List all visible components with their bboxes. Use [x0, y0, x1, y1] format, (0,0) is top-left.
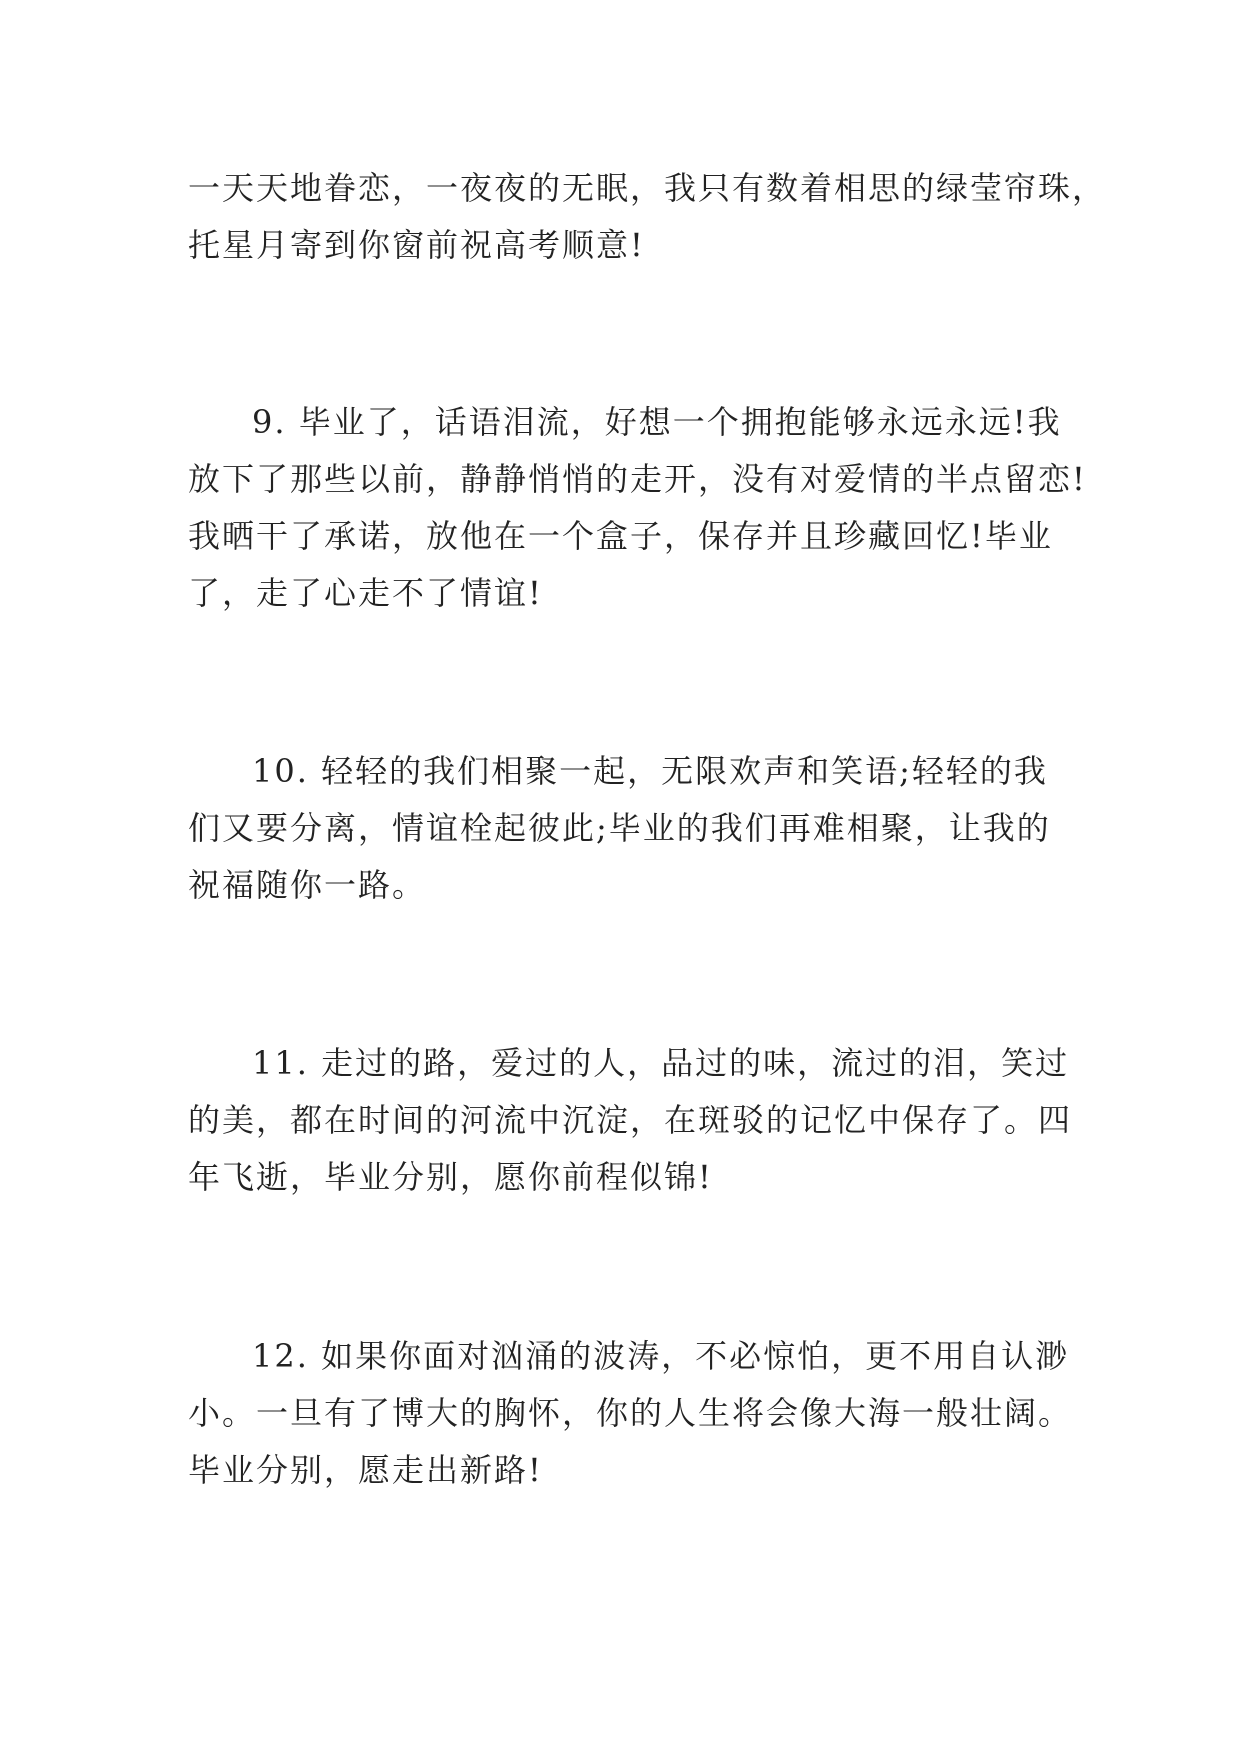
text-line: 年飞逝，毕业分别，愿你前程似锦!: [188, 1158, 713, 1196]
paragraph-item-12: [188, 1328, 1073, 1499]
text-line: 放下了那些以前，静静悄悄的走开，没有对爱情的半点留恋!: [188, 460, 1087, 498]
paragraph-item-11: [188, 1035, 1073, 1206]
text-line: 祝福随你一路。: [188, 866, 427, 904]
paragraph-continued: [188, 160, 1107, 274]
text-line: 我晒干了承诺，放他在一个盒子，保存并且珍藏回忆!毕业: [188, 517, 1053, 555]
text-line: 托星月寄到你窗前祝高考顺意!: [188, 226, 645, 264]
text-line: 10. 轻轻的我们相聚一起，无限欢声和笑语;轻轻的我: [252, 752, 1048, 790]
text-line: 们又要分离，情谊栓起彼此;毕业的我们再难相聚，让我的: [188, 809, 1051, 847]
text-line: 小。一旦有了博大的胸怀，你的人生将会像大海一般壮阔。: [188, 1394, 1073, 1432]
text-line: 12. 如果你面对汹涌的波涛，不必惊怕，更不用自认渺: [252, 1337, 1070, 1375]
text-line: 了，走了心走不了情谊!: [188, 574, 543, 612]
paragraph-item-9: [188, 394, 1087, 622]
paragraph-item-10: [188, 743, 1068, 914]
text-line: 11. 走过的路，爱过的人，品过的味，流过的泪，笑过: [252, 1044, 1070, 1082]
text-line: 的美，都在时间的河流中沉淀，在斑驳的记忆中保存了。四: [188, 1101, 1073, 1139]
text-line: 毕业分别，愿走出新路!: [188, 1451, 543, 1489]
text-line: 9. 毕业了，话语泪流，好想一个拥抱能够永远永远!我: [252, 403, 1062, 441]
text-line: 一天天地眷恋，一夜夜的无眠，我只有数着相思的绿莹帘珠，: [188, 169, 1107, 207]
